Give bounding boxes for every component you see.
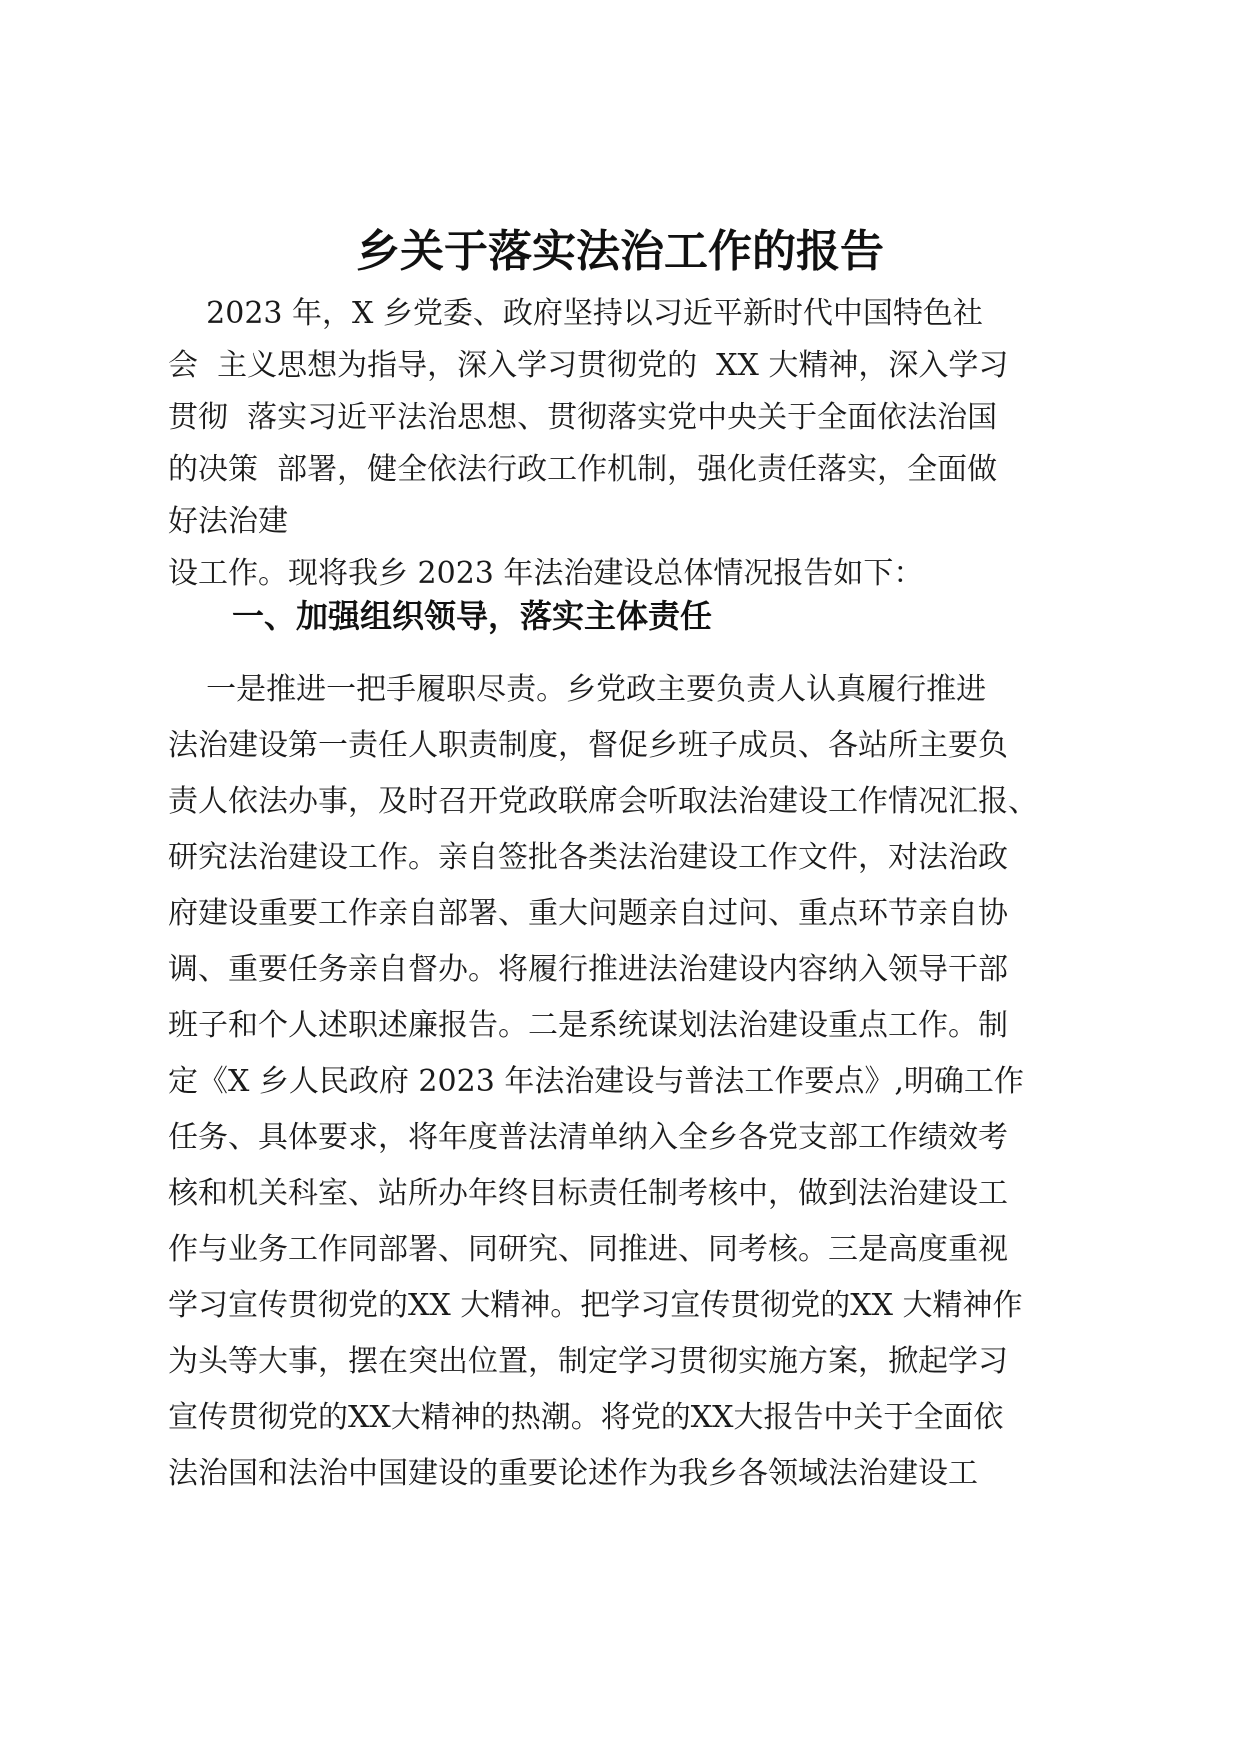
body-line-4: 研究法治建设工作。亲自签批各类法治建设工作文件，对法治政 [168,840,1008,875]
body-line-5: 府建设重要工作亲自部署、重大问题亲自过问、重点环节亲自协 [168,896,1008,931]
body-line-14: 宣传贯彻党的XX大精神的热潮。将党的XX大报告中关于全面依 [168,1400,1004,1435]
body-line-15: 法治国和法治中国建设的重要论述作为我乡各领域法治建设工 [168,1456,978,1491]
body-line-2: 法治建设第一责任人职责制度，督促乡班子成员、各站所主要负 [168,728,1008,763]
document-title: 乡关于落实法治工作的报告 [356,226,884,277]
intro-line-2: 会 主义思想为指导，深入学习贯彻党的 XX 大精神，深入学习 [168,348,1009,383]
body-line-1: 一是推进一把手履职尽责。乡党政主要负责人认真履行推进 [168,672,987,707]
body-line-12: 学习宣传贯彻党的XX 大精神。把学习宣传贯彻党的XX 大精神作 [168,1288,1023,1323]
body-line-10: 核和机关科室、站所办年终目标责任制考核中，做到法治建设工 [168,1176,1008,1211]
section-heading: 一、加强组织领导，落实主体责任 [232,597,713,635]
body-line-11: 作与业务工作同部署、同研究、同推进、同考核。三是高度重视 [168,1232,1008,1267]
body-line-7: 班子和个人述职述廉报告。二是系统谋划法治建设重点工作。制 [168,1008,1008,1043]
body-line-9: 任务、具体要求，将年度普法清单纳入全乡各党支部工作绩效考 [168,1120,1008,1155]
intro-line-5: 好法治建 [168,504,288,539]
body-line-8: 定《X 乡人民政府 2023 年法治建设与普法工作要点》,明确工作 [168,1064,1024,1099]
intro-line-4: 的决策 部署，健全依法行政工作机制，强化责任落实，全面做 [168,452,998,487]
body-line-6: 调、重要任务亲自督办。将履行推进法治建设内容纳入领导干部 [168,952,1008,987]
body-line-13: 为头等大事，摆在突出位置，制定学习贯彻实施方案，掀起学习 [168,1344,1008,1379]
intro-line-6: 设工作。现将我乡 2023 年法治建设总体情况报告如下： [168,556,924,591]
body-line-3: 责人依法办事，及时召开党政联席会听取法治建设工作情况汇报、 [168,784,1038,819]
intro-line-3: 贯彻 落实习近平法治思想、贯彻落实党中央关于全面依法治国 [168,400,998,435]
intro-line-1: 2023 年，X 乡党委、政府坚持以习近平新时代中国特色社 [168,296,983,331]
